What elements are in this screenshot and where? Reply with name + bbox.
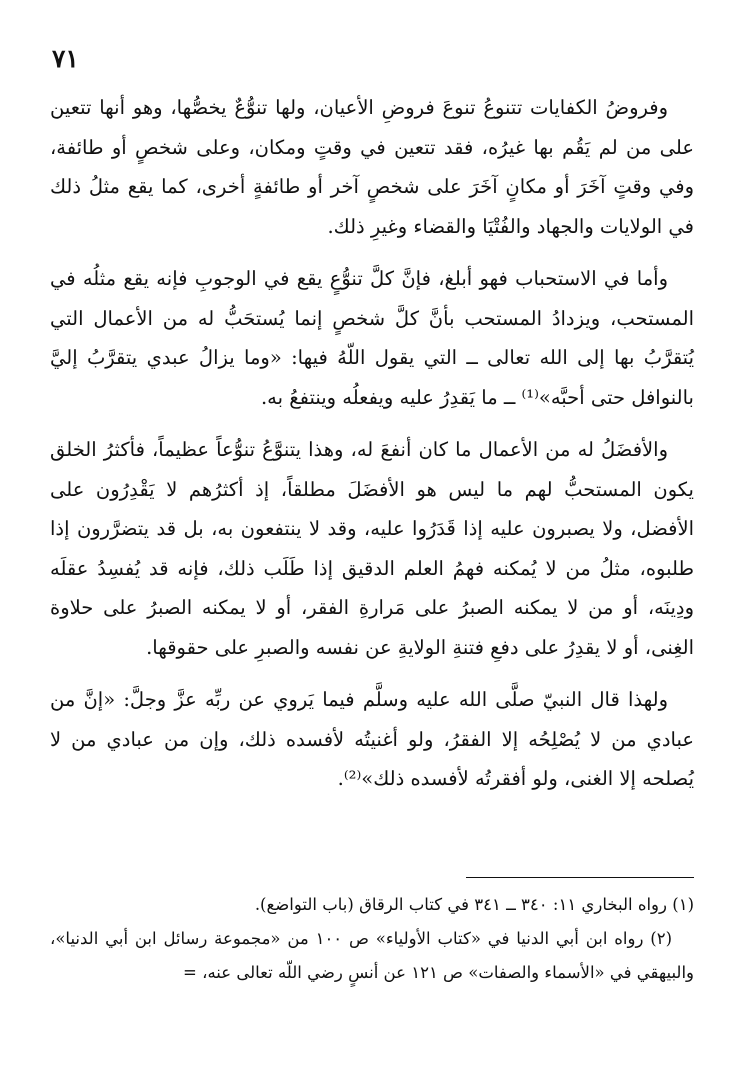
paragraph-afdal: والأفضَلُ له من الأعمال ما كان أنفعَ له، وهذا يتنوَّعُ تنوُّعاً عظيماً، فأكثرُ الخلق يكون المستحبُّ لهم ما ليس هو الأفضَلَ مطلقاً، إذ أكثرُهم لا يَقْدِرُون على الأفضل، ولا يصبرون عليه إذا قَدَرُوا عليه، وقد لا ينتفعون به، بل قد يتضرَّرون إذا طلبوه، مثلُ من لا يُمكنه فهمُ العلم الدقيق إذا طَلَب ذلك، فإنه قد يُفسِدُ عقلَه ودِينَه، أو من لا يمكنه الصبرُ على مَرارةِ الفقر، أو لا يمكنه الصبرُ على حلاوة الغِنى، أو لا يقدِرُ على دفعِ فتنةِ الولايةِ عن نفسه والصبرِ على حقوقها. [50,438,694,659]
paragraph-hadith: ولهذا قال النبيّ صلَّى الله عليه وسلَّم فيما يَروي عن ربِّه عزَّ وجلَّ: «إنَّ من عبادي من لا يُصْلِحُه إلا الفقرُ، ولو أغنيتُه لأفسده ذلك، وإن من عبادي من لا يُصلحه إلا الغنى، ولو أفقرتُه لأفسده ذلك»⁽²⁾. [50,688,694,790]
paragraph-mustahabb: وأما في الاستحباب فهو أبلغ، فإنَّ كلَّ تنوُّعٍ يقع في الوجوبِ فإنه يقع مثلُه في المستحب، ويزدادُ المستحب بأنَّ كلَّ شخصٍ إنما يُستحَبُّ له من الأعمال التي يُتقرَّبُ بها إلى الله تعالى ــ التي يقول اللّهُ فيها: «وما يزالُ عبدي يتقرَّبُ إليَّ بالنوافل حتى أحبَّه»⁽¹⁾ ــ ما يَقدِرُ عليه ويفعلُه وينتفعُ به. [50,267,694,409]
footnote-2: (٢) رواه ابن أبي الدنيا في «كتاب الأولياء» ص ١٠٠ من «مجموعة رسائل ابن أبي الدنيا»، والبيهقي في «الأسماء والصفات» ص ١٢١ عن أنسٍ رضي اللّه تعالى عنه، = [50,929,694,982]
paragraph-fard-kifaya: وفروضُ الكفايات تتنوعُ تنوعَ فروضِ الأعيان، ولها تنوُّعٌ يخصُّها، وهو أنها تتعين على من لم يَقُم بها غيرُه، فقد تتعين في وقتٍ ومكان، وعلى شخصٍ أو طائفة، وفي وقتٍ آخَرَ أو مكانٍ آخَرَ على شخصٍ آخر أو طائفةٍ أخرى، كما يقع مثلُ ذلك في الولايات والجهاد والفُتْيَا والقضاء وغيرِ ذلك. [50,96,694,238]
page-number: ٧١ [52,44,79,73]
footnote-separator [466,877,694,878]
main-text [50,88,694,799]
footnote-1: (١) رواه البخاري ١١: ٣٤٠ ــ ٣٤١ في كتاب الرقاق (باب التواضع). [254,895,694,914]
footnotes [50,888,694,990]
